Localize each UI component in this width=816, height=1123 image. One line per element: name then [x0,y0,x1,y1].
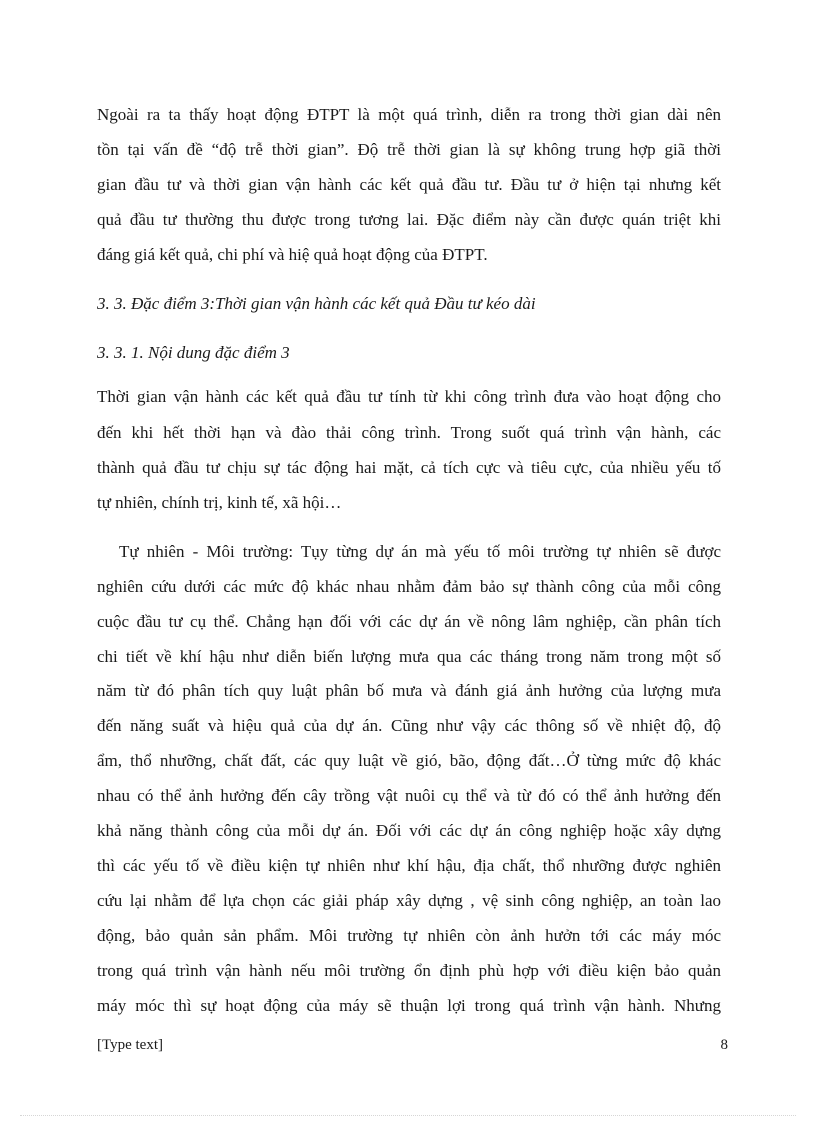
paragraph-3-line: ẩm, thổ nhưỡng, chất đất, các quy luật về gió, bão, động đất…Ở từng mức độ khác [97,751,721,770]
footer-placeholder-text: [Type text] [97,1037,164,1053]
paragraph-3-line: năm từ đó phân tích quy luật phân bố mưa và đánh giá ảnh hưởng của lượng mưa [97,681,721,700]
paragraph-3-line: cứu lại nhằm để lựa chọn các giải pháp xây dựng , vệ sinh công nghiệp, an toàn lao [97,891,721,910]
paragraph-3-line: chi tiết về khí hậu như diễn biến lượng mưa qua các tháng trong năm trong một số [97,647,721,666]
paragraph-3-line: Tự nhiên - Môi trường: Tụy từng dự án mà yếu tố môi trường tự nhiên sẽ được [119,542,721,561]
paragraph-2-line: đến khi hết thời hạn và đào thải công trình. Trong suốt quá trình vận hành, các [97,423,721,442]
subsection-heading: 3. 3. 1. Nội dung đặc điểm 3 [97,343,290,362]
paragraph-3-line: trong quá trình vận hành nếu môi trường ổn định phù hợp với điều kiện bảo quản [97,961,721,980]
paragraph-3-line: thì các yếu tố về điều kiện tự nhiên như khí hậu, địa chất, thổ nhưỡng được nghiên [97,856,721,875]
paragraph-3-line: động, bảo quản sản phẩm. Môi trường tự nhiên còn ảnh hưởn tới các máy móc [97,926,721,945]
page-bottom-divider [20,1115,796,1116]
paragraph-3-line: máy móc thì sự hoạt động của máy sẽ thuận lợi trong quá trình vận hành. Nhưng [97,996,721,1015]
paragraph-3-line: nhau có thể ảnh hưởng đến cây trồng vật nuôi cụ thể và từ đó có thể ảnh hưởng đến [97,786,721,805]
paragraph-1-line: quả đầu tư thường thu được trong tương lai. Đặc điểm này cần được quán triệt khi [97,210,721,229]
paragraph-2-line: tự nhiên, chính trị, kinh tế, xã hội… [97,493,342,512]
paragraph-3-line: nghiên cứu dưới các mức độ khác nhau nhằm đảm bảo sự thành công của mỗi công [97,577,721,596]
paragraph-3-line: đến năng suất và hiệu quả của dự án. Cũng như vậy các thông số về nhiệt độ, độ [97,716,721,735]
paragraph-3-line: cuộc đầu tư cụ thể. Chẳng hạn đối với các dự án về nông lâm nghiệp, cần phân tích [97,612,721,631]
paragraph-2-line: Thời gian vận hành các kết quả đầu tư tính từ khi công trình đưa vào hoạt động cho [97,387,721,406]
paragraph-2-line: thành quả đầu tư chịu sự tác động hai mặt, cả tích cực và tiêu cực, của nhiều yếu tố [97,458,721,477]
page-number: 8 [720,1037,728,1053]
paragraph-1-line: Ngoài ra ta thấy hoạt động ĐTPT là một quá trình, diễn ra trong thời gian dài nên [97,105,721,124]
section-heading: 3. 3. Đặc điểm 3:Thời gian vận hành các kết quả Đầu tư kéo dài [97,294,536,313]
paragraph-1-line: đáng giá kết quả, chi phí và hiệ quả hoạt động của ĐTPT. [97,245,488,264]
paragraph-1-line: gian đầu tư và thời gian vận hành các kết quả đầu tư. Đầu tư ở hiện tại nhưng kết [97,175,721,194]
paragraph-3-line: khả năng thành công của mỗi dự án. Đối với các dự án công nghiệp hoặc xây dựng [97,821,721,840]
paragraph-1-line: tồn tại vấn đề “độ trễ thời gian”. Độ trễ thời gian là sự không trung hợp giã thời [97,140,721,159]
